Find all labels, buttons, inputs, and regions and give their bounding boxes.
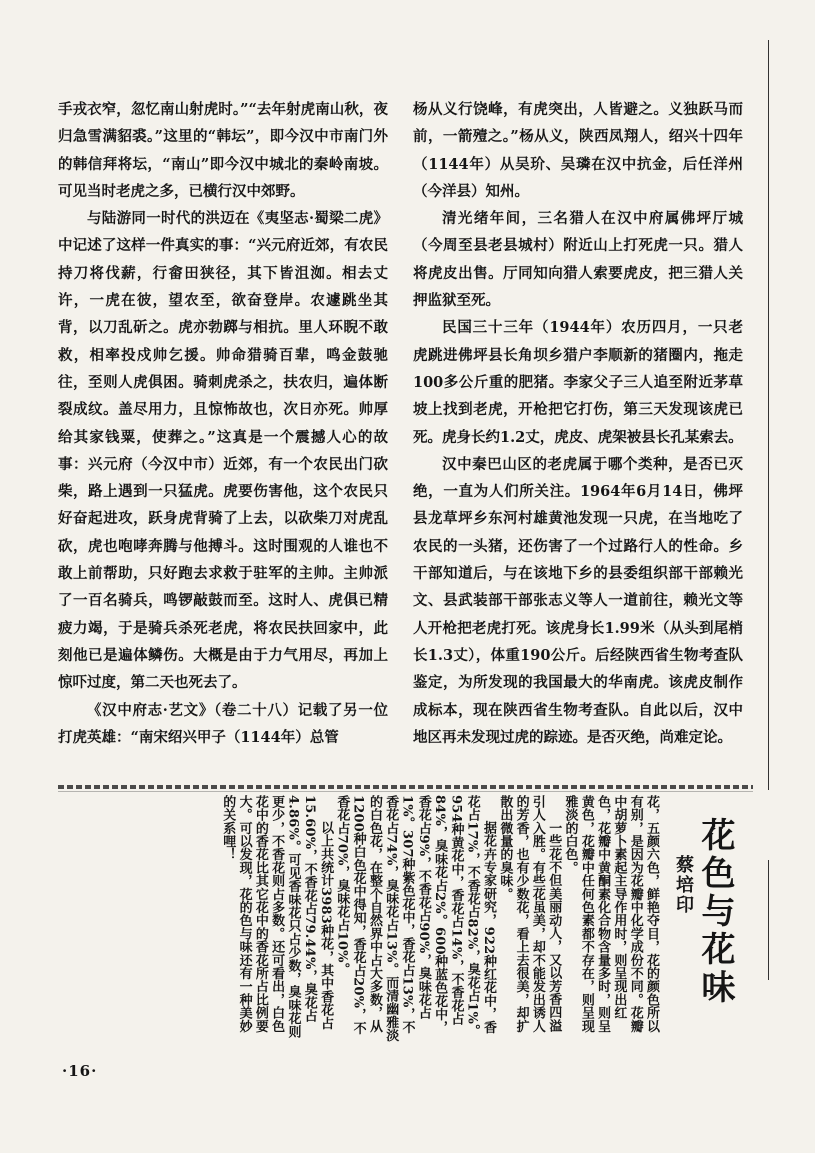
paragraph: 杨从义行饶峰，有虎突出，人皆避之。义独跃马而前，一箭殪之。”杨从义，陕西凤翔人，绍兴十四年（1144年）从吴玠、吴璘在汉中抗金，后任洋州（今洋县）知州。	[413, 101, 743, 200]
article-author: 蔡培印	[673, 855, 694, 915]
section-divider	[58, 785, 753, 789]
article-left-column	[58, 96, 388, 751]
paragraph: 民国三十三年（1944年）农历四月，一只老虎跳进佛坪县长角坝乡猎户李顺新的猪圈内，拖走100多公斤重的肥猪。李家父子三人追至附近茅草坡上找到老虎，开枪把它打伤，第三天发现该虎已死。虎身长约1.2丈，虎皮、虎架被县长孔某索去。	[413, 319, 743, 446]
article-header	[671, 795, 735, 1045]
page-edge-line	[768, 40, 769, 790]
paragraph: 花，五颜六色，鲜艳夺目，花的颜色所以有别，是因为花瓣中化学成份不同。花瓣中胡萝卜素起主导作用时，则呈现出红色，花瓣中黄酮素化合物含量多时，则呈黄色，花瓣中任何色素都不存在，则呈现雅淡的白色。	[562, 795, 659, 1033]
paragraph: 清光绪年间，三名猎人在汉中府属佛坪厅城（今周至县老县城村）附近山上打死虎一只。猎人将虎皮出售。厅同知向猎人索要虎皮，把三猎人关押监狱至死。	[413, 210, 743, 310]
paragraph: 以上共统计3983种花，其中香花占15.60%，不香花占79.44%，臭花占4.86%。可见香味花只占少数，臭味花则更少，不香花则占多数。还可看出，白色花中的香花比其它花中的香花所占比例要大。可以发现，花的色与味还有一种美妙的关系哩！	[220, 795, 334, 1039]
paragraph: 《汉中府志·艺文》（卷二十八）记载了另一位打虎英雄：“南宋绍兴甲子（1144年）总管	[58, 701, 388, 746]
article-title: 花色与花味	[695, 817, 735, 1007]
paragraph: 汉中秦巴山区的老虎属于哪个类种，是否已灭绝，一直为人们所关注。1964年6月14日，佛坪县龙草坪乡东河村雄黄池发现一只虎，在当地吃了农民的一头猪，还伤害了一个过路行人的性命。乡干部知道后，与在该地下乡的县委组织部干部赖光文、县武装部干部张志义等人一道前往，赖光文等人开枪把老虎打死。该虎身长1.99米（从头到尾梢长1.3丈），体重190公斤。后经陕西省生物考查队鉴定，为所发现的我国最大的华南虎。该虎皮制作成标本，现在陕西省生物考查队。自此以后，汉中地区再未发现过虎的踪迹。是否灭绝，尚难定论。	[413, 455, 743, 746]
article-right-column	[413, 96, 743, 751]
paragraph: 与陆游同一时代的洪迈在《夷坚志·蜀梁二虎》中记述了这样一件真实的事：“兴元府近郊，有农民持刀将伐薪，行畲田狭径，其下皆沮洳。相去丈许，一虎在彼，望农至，欲奋登岸。农遽跳坐其背，以刀乱斫之。虎亦勃踯与相抗。里人环睨不敢救，相率投戍帅乞援。帅命猎骑百辈，鸣金鼓驰往，至则人虎俱困。骑刺虎杀之，扶农归，遍体断裂成纹。盖尽用力，且惊怖故也，次日亦死。帅厚给其家钱粟，使葬之。”这真是一个震撼人心的故事：兴元府（今汉中市）近郊，有一个农民出门砍柴，路上遇到一只猛虎。虎要伤害他，这个农民只好奋起进攻，跃身虎背骑了上去，以砍柴刀对虎乱砍，虎也咆哮奔腾与他搏斗。这时围观的人谁也不敢上前帮助，只好跑去求救于驻军的主帅。主帅派了一百名骑兵，鸣锣敲鼓而至。这时人、虎俱已精疲力竭，于是骑兵杀死老虎，将农民扶回家中，此刻他已是遍体鳞伤。大概是由于力气用尽，再加上惊吓过度，第二天也死去了。	[58, 210, 388, 692]
page-number: ·16·	[62, 1062, 98, 1080]
page-edge-line	[768, 860, 769, 980]
paragraph: 手戎衣窄，忽忆南山射虎时。”“去年射虎南山秋，夜归急雪满貂裘。”这里的“韩坛”，即今汉中市南门外的韩信拜将坛，“南山”即今汉中城北的秦岭南坡。可见当时老虎之多，已横行汉中郊野。	[58, 101, 388, 200]
paragraph: 据花卉专家研究，922种红花中，香花占17%，不香花占82%，臭花占1%。954种黄花中，香花占14%，不香花占84%，臭味花占2%。600种蓝色花中，香花占9%，不香花占90%，臭味花占1%。307种紫色花中，香花占13%，不香花占74%，臭味花占13%。而清幽雅淡的白色花，在整个自然界中占大多数，从1200种白色花中得知，香花占20%，不香花占70%，臭味花占10%。	[334, 795, 497, 1042]
paragraph: 一些花不但美丽动人，又以芳香四溢引人入胜。有些花虽美，却不能发出诱人的芳香，也有少数花，看上去很美，却扩散出微量的臭味。	[497, 795, 562, 1033]
vertical-article	[120, 795, 735, 1045]
